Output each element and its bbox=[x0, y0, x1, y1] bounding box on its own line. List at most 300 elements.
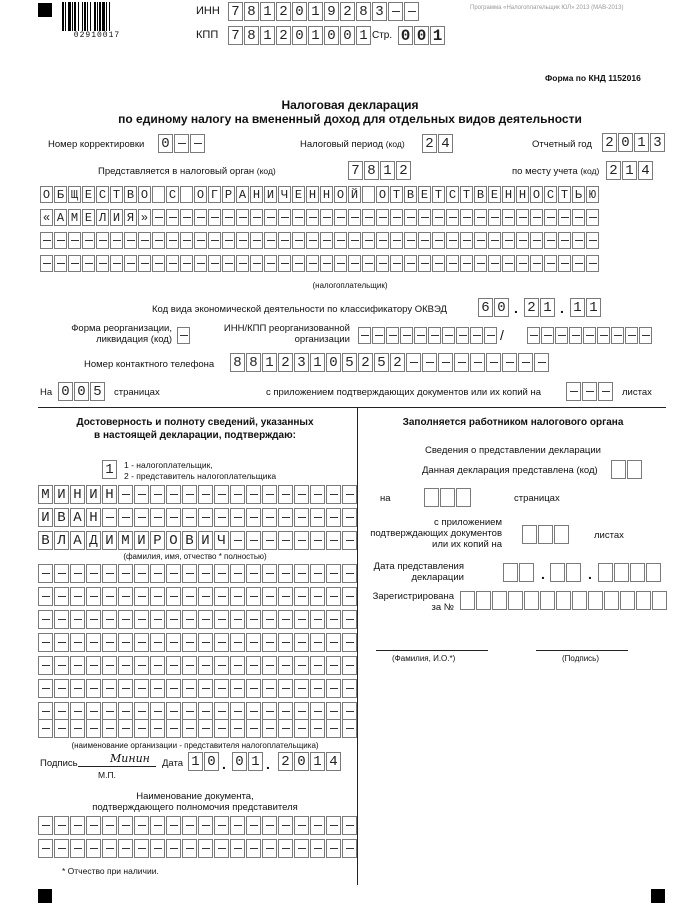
name-cells-cell bbox=[310, 508, 325, 527]
doc-row-2-cell bbox=[118, 839, 133, 858]
taxpayer-row-4-cell bbox=[530, 255, 543, 272]
taxpayer-row-1-cell: Н bbox=[502, 186, 515, 203]
place-cells bbox=[606, 161, 653, 180]
patronymic-cells-cell bbox=[310, 531, 325, 550]
doc-row-2-cell bbox=[230, 839, 245, 858]
org-row-8-cell bbox=[342, 719, 357, 738]
taxpayer-row-2-cell bbox=[348, 209, 361, 226]
doc-row-1-cell bbox=[294, 816, 309, 835]
org-row-6-cell bbox=[182, 679, 197, 698]
org-row-3-cell bbox=[342, 610, 357, 629]
org-row-1-cell bbox=[134, 564, 149, 583]
name-cells-cell bbox=[118, 508, 133, 527]
date-year-cells-cell: 4 bbox=[326, 752, 341, 771]
name-cells-cell bbox=[342, 508, 357, 527]
date-year-cells bbox=[278, 752, 341, 771]
office-reg-cells-cell bbox=[588, 591, 603, 610]
org-row-8-cell bbox=[102, 719, 117, 738]
barcode-bar bbox=[87, 2, 88, 31]
name-cells-cell bbox=[294, 508, 309, 527]
surname-cells-cell: Н bbox=[70, 485, 85, 504]
org-row-3-cell bbox=[118, 610, 133, 629]
org-row-1-cell bbox=[54, 564, 69, 583]
barcode-bar bbox=[82, 2, 83, 31]
org-row-5-cell bbox=[150, 656, 165, 675]
org-row-5-cell bbox=[262, 656, 277, 675]
barcode-bar bbox=[72, 2, 73, 31]
taxpayer-row-1-cell: Е bbox=[292, 186, 305, 203]
org-row-2-cell bbox=[102, 587, 117, 606]
taxpayer-row-4-cell bbox=[236, 255, 249, 272]
taxpayer-row-3-cell bbox=[544, 232, 557, 249]
doc-row-1-cell bbox=[326, 816, 341, 835]
office-reg-cells-cell bbox=[492, 591, 507, 610]
okved-label: Код вида экономической деятельности по классификатору ОКВЭД bbox=[152, 304, 447, 315]
taxpayer-row-2-cell bbox=[222, 209, 235, 226]
taxpayer-row-1-cell: О bbox=[334, 186, 347, 203]
org-row-6-cell bbox=[118, 679, 133, 698]
doc-row-2-cell bbox=[342, 839, 357, 858]
org-row-2-cell bbox=[54, 587, 69, 606]
signer-options: 1 - налогоплательщик, 2 - представитель налогоплательщика bbox=[124, 460, 277, 481]
inn-cells-cell: 2 bbox=[340, 2, 355, 21]
taxpayer-row-2-cell bbox=[460, 209, 473, 226]
taxpayer-row-4-cell bbox=[166, 255, 179, 272]
phone-cells-cell: 3 bbox=[294, 353, 309, 372]
barcode-bar bbox=[99, 2, 101, 31]
org-row-2-cell bbox=[134, 587, 149, 606]
kpp-cells-cell: 0 bbox=[340, 26, 355, 45]
org-row-4-cell bbox=[294, 633, 309, 652]
form-title-line2: по единому налогу на вмененный доход для отдельных видов деятельности bbox=[118, 112, 582, 126]
org-row-4-cell bbox=[326, 633, 341, 652]
taxpayer-row-3-cell bbox=[320, 232, 333, 249]
authority-cells-cell: 1 bbox=[380, 161, 395, 180]
office-attach-cells-cell bbox=[522, 525, 537, 544]
org-row-3-cell bbox=[310, 610, 325, 629]
doc-row-1-cell bbox=[38, 816, 53, 835]
taxpayer-row-2-cell bbox=[362, 209, 375, 226]
phone-cells-cell: 1 bbox=[310, 353, 325, 372]
taxpayer-row-2-cell bbox=[586, 209, 599, 226]
org-row-5-cell bbox=[214, 656, 229, 675]
taxpayer-row-1-cell: Й bbox=[348, 186, 361, 203]
org-row-2-cell bbox=[246, 587, 261, 606]
taxpayer-row-4-cell bbox=[194, 255, 207, 272]
phone-cells-cell: 5 bbox=[374, 353, 389, 372]
taxpayer-row-1-cell: Р bbox=[222, 186, 235, 203]
reorg-cells-cell bbox=[177, 327, 190, 344]
barcode-bar bbox=[94, 2, 96, 31]
taxpayer-row-1-cell: Е bbox=[82, 186, 95, 203]
reorg-kpp-cells-cell bbox=[555, 327, 568, 344]
org-row-8-cell bbox=[310, 719, 325, 738]
office-reg-cells-cell bbox=[604, 591, 619, 610]
attach-cells-cell bbox=[566, 382, 581, 401]
column-divider bbox=[357, 407, 358, 885]
org-row-3-cell bbox=[230, 610, 245, 629]
reorg-inn-cells-cell bbox=[442, 327, 455, 344]
taxpayer-row-2 bbox=[40, 209, 599, 226]
taxpayer-row-1-cell: Ь bbox=[572, 186, 585, 203]
period-label: Налоговый период (код) bbox=[300, 139, 405, 150]
reorg-kpp-cells-cell bbox=[639, 327, 652, 344]
date-month-cells bbox=[232, 752, 263, 771]
org-row-3-cell bbox=[134, 610, 149, 629]
taxpayer-row-3-cell bbox=[68, 232, 81, 249]
doc-row-1-cell bbox=[86, 816, 101, 835]
authority-cells bbox=[348, 161, 411, 180]
doc-row-2-cell bbox=[134, 839, 149, 858]
org-row-5-cell bbox=[246, 656, 261, 675]
reorg-kpp-cells-cell bbox=[625, 327, 638, 344]
org-row-8-cell bbox=[182, 719, 197, 738]
taxpayer-row-2-cell: А bbox=[54, 209, 67, 226]
taxpayer-row-4-cell bbox=[586, 255, 599, 272]
taxpayer-row-4-cell bbox=[474, 255, 487, 272]
org-row-4-cell bbox=[342, 633, 357, 652]
name-cells-cell bbox=[182, 508, 197, 527]
taxpayer-row-1-cell: С bbox=[96, 186, 109, 203]
taxpayer-row-1-cell: Н bbox=[320, 186, 333, 203]
phone-cells-cell bbox=[438, 353, 453, 372]
corner-marker-bottom-right bbox=[651, 889, 665, 903]
year-cells-cell: 3 bbox=[650, 133, 665, 152]
taxpayer-row-4-cell bbox=[68, 255, 81, 272]
patronymic-cells-cell: В bbox=[38, 531, 53, 550]
name-cells bbox=[38, 508, 357, 527]
taxpayer-row-2-cell bbox=[544, 209, 557, 226]
org-row-3-cell bbox=[86, 610, 101, 629]
office-pages-cells-cell bbox=[424, 488, 439, 507]
taxpayer-row-4-cell bbox=[96, 255, 109, 272]
office-pages-cells-cell bbox=[456, 488, 471, 507]
surname-cells-cell bbox=[326, 485, 341, 504]
org-row-2-cell bbox=[182, 587, 197, 606]
doc-row-1-cell bbox=[342, 816, 357, 835]
kpp-cells-cell: 2 bbox=[276, 26, 291, 45]
okved-cells-3-cell: 1 bbox=[586, 298, 601, 317]
office-date-year-cell bbox=[598, 563, 613, 582]
phone-cells-cell bbox=[518, 353, 533, 372]
authority-cells-cell: 7 bbox=[348, 161, 363, 180]
surname-cells-cell bbox=[166, 485, 181, 504]
surname-cells-cell bbox=[150, 485, 165, 504]
org-row-2-cell bbox=[86, 587, 101, 606]
pages-suffix: страницах bbox=[114, 387, 160, 398]
kpp-cells-cell: 0 bbox=[292, 26, 307, 45]
taxpayer-row-3-cell bbox=[488, 232, 501, 249]
phone-cells-cell bbox=[486, 353, 501, 372]
taxpayer-row-1-cell: О bbox=[138, 186, 151, 203]
taxpayer-row-4-cell bbox=[432, 255, 445, 272]
doc-row-2-cell bbox=[70, 839, 85, 858]
taxpayer-row-1-cell: А bbox=[236, 186, 249, 203]
patronymic-cells-cell: В bbox=[182, 531, 197, 550]
patronymic-cells-cell: И bbox=[198, 531, 213, 550]
org-row-1-cell bbox=[294, 564, 309, 583]
inn-cells-cell: 0 bbox=[292, 2, 307, 21]
taxpayer-row-3-cell bbox=[222, 232, 235, 249]
org-row-4-cell bbox=[150, 633, 165, 652]
doc-row-2-cell bbox=[86, 839, 101, 858]
org-row-4-cell bbox=[246, 633, 261, 652]
org-row-6-cell bbox=[310, 679, 325, 698]
org-row-8 bbox=[38, 719, 357, 738]
mp-label: М.П. bbox=[98, 770, 116, 780]
taxpayer-row-3-cell bbox=[390, 232, 403, 249]
reorg-kpp-cells-cell bbox=[527, 327, 540, 344]
taxpayer-row-3-cell bbox=[152, 232, 165, 249]
org-row-1-cell bbox=[230, 564, 245, 583]
org-caption: (наименование организации - представителя налогоплательщика) bbox=[71, 741, 319, 750]
confirm-heading: Достоверность и полноту сведений, указанных в настоящей декларации, подтверждаю: bbox=[76, 417, 314, 441]
org-row-8-cell bbox=[262, 719, 277, 738]
surname-cells-cell: Н bbox=[102, 485, 117, 504]
pages-cells-cell: 0 bbox=[58, 382, 73, 401]
org-row-1-cell bbox=[214, 564, 229, 583]
taxpayer-row-3-cell bbox=[460, 232, 473, 249]
taxpayer-row-1-cell: С bbox=[544, 186, 557, 203]
org-row-4-cell bbox=[166, 633, 181, 652]
phone-label: Номер контактного телефона bbox=[84, 359, 215, 370]
taxpayer-row-1-cell: О bbox=[40, 186, 53, 203]
taxpayer-row-3-cell bbox=[362, 232, 375, 249]
taxpayer-row-2-cell: » bbox=[138, 209, 151, 226]
page-label: Стр. bbox=[372, 30, 393, 41]
year-cells-cell: 0 bbox=[618, 133, 633, 152]
year-cells-cell: 1 bbox=[634, 133, 649, 152]
org-row-3-cell bbox=[182, 610, 197, 629]
org-row-3-cell bbox=[246, 610, 261, 629]
taxpayer-row-3-cell bbox=[432, 232, 445, 249]
taxpayer-row-3-cell bbox=[516, 232, 529, 249]
reorg-inn-cells-cell bbox=[484, 327, 497, 344]
org-row-5-cell bbox=[86, 656, 101, 675]
kpp-cells-cell: 7 bbox=[228, 26, 243, 45]
phone-cells-cell bbox=[470, 353, 485, 372]
taxpayer-row-3-cell bbox=[306, 232, 319, 249]
taxpayer-row-4-cell bbox=[460, 255, 473, 272]
taxpayer-row-2-cell bbox=[152, 209, 165, 226]
org-row-1-cell bbox=[70, 564, 85, 583]
name-cells-cell bbox=[246, 508, 261, 527]
taxpayer-row-1-cell: С bbox=[446, 186, 459, 203]
org-row-8-cell bbox=[118, 719, 133, 738]
phone-cells bbox=[230, 353, 549, 372]
office-fio-line bbox=[376, 650, 488, 651]
barcode-bar bbox=[65, 2, 66, 31]
org-row-1-cell bbox=[38, 564, 53, 583]
page-cells-cell: 0 bbox=[414, 26, 429, 45]
doc-row-2-cell bbox=[166, 839, 181, 858]
org-row-3-cell bbox=[54, 610, 69, 629]
taxpayer-row-2-cell bbox=[250, 209, 263, 226]
phone-cells-cell: 2 bbox=[358, 353, 373, 372]
surname-cells-cell bbox=[230, 485, 245, 504]
org-row-6-cell bbox=[294, 679, 309, 698]
authority-label: Представляется в налоговый орган (код) bbox=[98, 166, 276, 177]
okved-cells-2-cell: 1 bbox=[540, 298, 555, 317]
surname-cells-cell bbox=[214, 485, 229, 504]
phone-cells-cell: 1 bbox=[262, 353, 277, 372]
patronymic-cells-cell bbox=[230, 531, 245, 550]
phone-cells-cell: 8 bbox=[246, 353, 261, 372]
signer-cell bbox=[102, 460, 117, 479]
taxpayer-row-4-cell bbox=[390, 255, 403, 272]
doc-row-1-cell bbox=[150, 816, 165, 835]
taxpayer-row-2-cell bbox=[418, 209, 431, 226]
taxpayer-row-3-cell bbox=[180, 232, 193, 249]
taxpayer-row-3-cell bbox=[264, 232, 277, 249]
office-reg-cells bbox=[460, 591, 667, 610]
taxpayer-row-3-cell bbox=[334, 232, 347, 249]
org-row-2-cell bbox=[70, 587, 85, 606]
reorg-kpp-cells bbox=[527, 327, 652, 344]
barcode-number: 02910017 bbox=[73, 31, 121, 40]
place-cells-cell: 1 bbox=[622, 161, 637, 180]
place-cells-cell: 2 bbox=[606, 161, 621, 180]
org-row-8-cell bbox=[166, 719, 181, 738]
surname-cells-cell bbox=[278, 485, 293, 504]
doc-row-1-cell bbox=[310, 816, 325, 835]
doc-row-1-cell bbox=[262, 816, 277, 835]
taxpayer-row-4-cell bbox=[544, 255, 557, 272]
org-row-3-cell bbox=[38, 610, 53, 629]
org-row-3 bbox=[38, 610, 357, 629]
surname-cells-cell bbox=[246, 485, 261, 504]
org-row-1-cell bbox=[150, 564, 165, 583]
phone-cells-cell bbox=[502, 353, 517, 372]
taxpayer-row-3-cell bbox=[474, 232, 487, 249]
phone-cells-cell: 2 bbox=[390, 353, 405, 372]
doc-row-2-cell bbox=[102, 839, 117, 858]
place-cells-cell: 4 bbox=[638, 161, 653, 180]
taxpayer-row-2-cell: М bbox=[68, 209, 81, 226]
period-cells bbox=[422, 134, 453, 153]
taxpayer-row-4-cell bbox=[264, 255, 277, 272]
okved-cells-1-cell: 6 bbox=[478, 298, 493, 317]
name-cells-cell bbox=[198, 508, 213, 527]
correction-cells-cell bbox=[174, 134, 189, 153]
taxpayer-row-2-cell bbox=[208, 209, 221, 226]
org-row-4-cell bbox=[54, 633, 69, 652]
office-info: Сведения о представлении декларации bbox=[425, 445, 601, 456]
phone-cells-cell bbox=[454, 353, 469, 372]
office-date-day-cell bbox=[503, 563, 518, 582]
taxpayer-row-2-cell: И bbox=[110, 209, 123, 226]
taxpayer-row-1-cell: С bbox=[166, 186, 179, 203]
taxpayer-row-1-cell: Т bbox=[460, 186, 473, 203]
taxpayer-row-2-cell bbox=[180, 209, 193, 226]
kpp-cells-cell: 8 bbox=[244, 26, 259, 45]
name-cells-cell: А bbox=[70, 508, 85, 527]
taxpayer-row-4-cell bbox=[250, 255, 263, 272]
office-reg-label: Зарегистрирована за № bbox=[372, 591, 454, 613]
watermark: Программа «Налогоплательщик ЮЛ» 2013 (MAB-2013) bbox=[470, 5, 624, 11]
taxpayer-row-2-cell bbox=[446, 209, 459, 226]
org-row-3-cell bbox=[150, 610, 165, 629]
taxpayer-row-1-cell: Щ bbox=[68, 186, 81, 203]
taxpayer-row-3-cell bbox=[530, 232, 543, 249]
surname-cells-cell bbox=[134, 485, 149, 504]
office-sign-caption: (Подпись) bbox=[562, 654, 599, 663]
taxpayer-row-2-cell bbox=[390, 209, 403, 226]
doc-row-1-cell bbox=[278, 816, 293, 835]
date-day-cells bbox=[188, 752, 219, 771]
date-year-cells-cell: 2 bbox=[278, 752, 293, 771]
footnote: * Отчество при наличии. bbox=[62, 866, 159, 876]
barcode-bar bbox=[90, 2, 91, 31]
doc-row-2-cell bbox=[182, 839, 197, 858]
taxpayer-row-1-cell: Б bbox=[54, 186, 67, 203]
org-row-4-cell bbox=[214, 633, 229, 652]
surname-cells-cell: И bbox=[86, 485, 101, 504]
taxpayer-row-4 bbox=[40, 255, 599, 272]
reorg-kpp-cells-cell bbox=[611, 327, 624, 344]
submitted-cells-cell bbox=[627, 460, 642, 479]
org-row-5-cell bbox=[182, 656, 197, 675]
org-row-1-cell bbox=[262, 564, 277, 583]
taxpayer-row-3-cell bbox=[138, 232, 151, 249]
doc-row-2 bbox=[38, 839, 357, 858]
barcode-bar bbox=[84, 2, 86, 31]
taxpayer-row-1-cell bbox=[152, 186, 165, 203]
office-attach-label: с приложением подтверждающих документов или их копий на bbox=[370, 517, 502, 550]
taxpayer-row-2-cell bbox=[236, 209, 249, 226]
doc-row-1-cell bbox=[214, 816, 229, 835]
taxpayer-row-1-cell: Г bbox=[208, 186, 221, 203]
doc-row-1-cell bbox=[70, 816, 85, 835]
inn-cells bbox=[228, 2, 419, 21]
office-attach-cells-cell bbox=[554, 525, 569, 544]
patronymic-cells-cell: М bbox=[118, 531, 133, 550]
org-row-2-cell bbox=[278, 587, 293, 606]
office-reg-cells-cell bbox=[636, 591, 651, 610]
taxpayer-row-3-cell bbox=[502, 232, 515, 249]
doc-row-2-cell bbox=[326, 839, 341, 858]
org-row-4-cell bbox=[70, 633, 85, 652]
org-row-3-cell bbox=[166, 610, 181, 629]
phone-cells-cell bbox=[534, 353, 549, 372]
taxpayer-row-4-cell bbox=[334, 255, 347, 272]
doc-row-1-cell bbox=[246, 816, 261, 835]
org-row-4-cell bbox=[262, 633, 277, 652]
on-label: на bbox=[380, 493, 391, 504]
inn-cells-cell: 2 bbox=[276, 2, 291, 21]
taxpayer-row-2-cell bbox=[376, 209, 389, 226]
patronymic-cells-cell bbox=[326, 531, 341, 550]
submitted-label: Данная декларация представлена (код) bbox=[422, 465, 598, 476]
org-row-3-cell bbox=[262, 610, 277, 629]
taxpayer-row-3-cell bbox=[572, 232, 585, 249]
org-row-5-cell bbox=[342, 656, 357, 675]
taxpayer-row-3-cell bbox=[124, 232, 137, 249]
taxpayer-row-1-cell: В bbox=[124, 186, 137, 203]
org-row-2-cell bbox=[230, 587, 245, 606]
org-row-8-cell bbox=[150, 719, 165, 738]
office-date-day-cell bbox=[519, 563, 534, 582]
office-reg-cells-cell bbox=[620, 591, 635, 610]
attach-label: с приложением подтверждающих документов или их копий на bbox=[266, 387, 542, 398]
patronymic-cells-cell bbox=[294, 531, 309, 550]
doc-row-1-cell bbox=[166, 816, 181, 835]
patronymic-cells-cell: О bbox=[166, 531, 181, 550]
doc-row-2-cell bbox=[294, 839, 309, 858]
taxpayer-row-4-cell bbox=[82, 255, 95, 272]
org-row-3-cell bbox=[214, 610, 229, 629]
doc-row-2-cell bbox=[278, 839, 293, 858]
